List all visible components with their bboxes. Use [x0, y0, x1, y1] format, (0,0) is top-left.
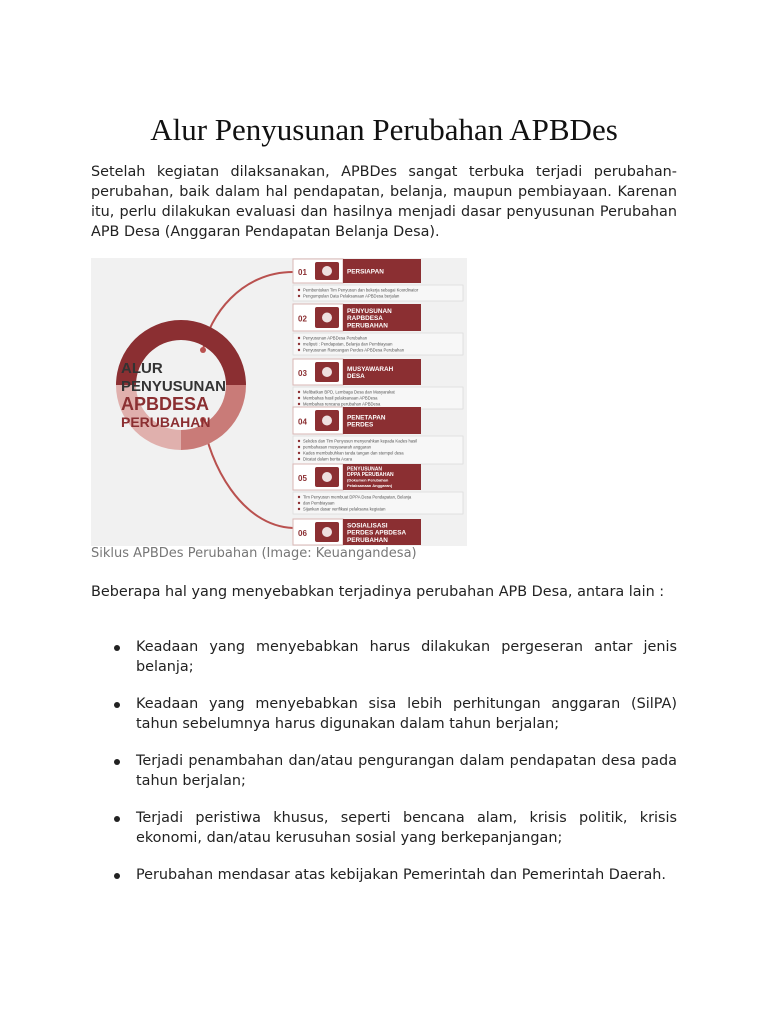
- step-title: DESA: [347, 373, 365, 381]
- step-note: Sijankan dasar verifikasi pelaksana kegiatan: [303, 506, 386, 512]
- step-note-bullet: [298, 508, 300, 510]
- step-icon-glyph: [322, 472, 332, 482]
- step-icon-glyph: [322, 367, 332, 377]
- list-item-text: Terjadi penambahan dan/atau pengurangan dalam pendapatan desa pada tahun berjalan;: [136, 753, 677, 789]
- step-title: DPPA PERUBAHAN: [347, 472, 394, 478]
- list-item: [91, 808, 677, 848]
- step-note: pembahasan musyawarah anggaran: [303, 444, 371, 450]
- step-icon-glyph: [322, 527, 332, 537]
- bullet-icon: [114, 816, 120, 822]
- step-number: 06: [298, 529, 307, 538]
- step-note-bullet: [298, 337, 300, 339]
- step-title: PENYUSUNAN: [347, 466, 383, 473]
- step-title: (Dokumen Perubahan: [347, 477, 389, 483]
- step-number: 03: [298, 369, 307, 378]
- step-note: dan Pembiayaan: [303, 500, 335, 506]
- page-title: Alur Penyusunan Perubahan APBDes: [150, 112, 618, 147]
- step-note: Melibatkan BPD, Lembaga Desa dan Masyarakat: [303, 389, 395, 395]
- list-item-text: Keadaan yang menyebabkan harus dilakukan pergeseran antar jenis belanja;: [136, 639, 677, 675]
- list-item-text: Terjadi peristiwa khusus, seperti bencana alam, krisis politik, krisis ekonomi, dan/atau kerusuhan sosial yang berkepanjangan;: [136, 810, 677, 846]
- step-note-bullet: [298, 295, 300, 297]
- step-note: meliputi : Pendapatan, Belanja dan Pembiayaan: [303, 341, 393, 347]
- list-item-text: Keadaan yang menyebabkan sisa lebih perhitungan anggaran (SilPA) tahun sebelumnya harus digunakan dalam tahun berjalan;: [136, 696, 677, 732]
- step-note-bullet: [298, 446, 300, 448]
- step-title: PERDES APBDESA: [347, 529, 407, 537]
- infographic-svg: [91, 258, 467, 546]
- image-caption: Siklus APBDes Perubahan (Image: Keuangandesa): [91, 546, 417, 561]
- list-item: [91, 694, 677, 734]
- infographic-step: [293, 519, 421, 545]
- bullet-icon: [114, 873, 120, 879]
- step-note-bullet: [298, 496, 300, 498]
- step-title: PERSIAPAN: [347, 268, 384, 276]
- step-note: Tim Penyusun membuat DPPA Desa Pendapatan, Belanja: [303, 494, 412, 500]
- step-title: SOSIALISASI: [347, 522, 388, 530]
- step-note: Membahas hasil pelaksanaan APBDesa: [303, 395, 378, 401]
- step-icon-glyph: [322, 416, 332, 426]
- lead-paragraph: Beberapa hal yang menyebabkan terjadinya perubahan APB Desa, antara lain :: [91, 584, 665, 600]
- infographic-heading-line: PENYUSUNAN: [121, 378, 227, 395]
- step-note-bullet: [298, 452, 300, 454]
- step-icon-glyph: [322, 266, 332, 276]
- list-item: [91, 751, 677, 791]
- step-title: PERUBAHAN: [347, 536, 388, 544]
- step-title: PERDES: [347, 421, 374, 429]
- step-note-bullet: [298, 458, 300, 460]
- step-note: Sekdes dan Tim Penyusun menyerahkan kepada Kades hasil: [303, 438, 418, 444]
- step-note-bullet: [298, 289, 300, 291]
- infographic-heading-line: APBDESA: [121, 394, 210, 414]
- bullet-icon: [114, 702, 120, 708]
- step-number: 01: [298, 268, 307, 277]
- step-note-bullet: [298, 440, 300, 442]
- infographic-heading-line: ALUR: [121, 360, 163, 377]
- bullet-icon: [114, 645, 120, 651]
- step-note-bullet: [298, 391, 300, 393]
- list-item: [91, 865, 677, 885]
- bullet-icon: [114, 759, 120, 765]
- infographic-heading-line: PERUBAHAN: [121, 414, 211, 430]
- step-note: Kades membubuhkan tanda tangan dan stempel desa: [303, 450, 404, 456]
- step-note-bullet: [298, 343, 300, 345]
- step-title: PERUBAHAN: [347, 322, 388, 330]
- step-note: Pengumpulan Data Pelaksanaan APBDesa berjalan: [303, 293, 400, 299]
- step-note: Dicatat dalam berita Acara: [303, 456, 353, 462]
- list-item: [91, 637, 677, 677]
- step-number: 04: [298, 417, 307, 427]
- step-note: Membahas rencana perubahan APBDesa: [303, 401, 381, 407]
- step-note-bullet: [298, 403, 300, 405]
- reasons-list: [91, 637, 677, 902]
- step-note-bullet: [298, 397, 300, 399]
- step-icon-glyph: [322, 313, 332, 323]
- step-note-bullet: [298, 349, 300, 351]
- step-number: 02: [298, 314, 307, 324]
- step-title: MUSYAWARAH: [347, 366, 394, 373]
- step-note: Pembentukan Tim Penyusun dan bekerja sebagai Koordinator: [303, 287, 419, 293]
- step-title: PENYUSUNAN: [347, 307, 392, 315]
- step-title: PENETAPAN: [347, 414, 386, 422]
- intro-paragraph: Setelah kegiatan dilaksanakan, APBDes sangat terbuka terjadi perubahan-perubahan, baik dalam hal pendapatan, belanja, maupun pembiayaan. Karenan itu, perlu dilakukan evaluasi dan hasilnya menjadi dasar penyusunan Perubahan APB Desa (Anggaran Pendapatan Belanja Desa).: [91, 164, 677, 240]
- infographic-image: [91, 258, 467, 546]
- step-note: Penyusunan Rancangan Perdes APBDesa Perubahan: [303, 347, 405, 353]
- connector-dot-top: [200, 347, 206, 353]
- step-note-bullet: [298, 502, 300, 504]
- list-item-text: Perubahan mendasar atas kebijakan Pemerintah dan Pemerintah Daerah.: [136, 867, 666, 883]
- step-title: RAPBDESA: [347, 315, 383, 323]
- step-title: Pelaksanaan Anggaran): [347, 482, 393, 488]
- step-note: Penyusunan APBDesa Perubahan: [303, 335, 368, 341]
- step-number: 05: [298, 474, 307, 483]
